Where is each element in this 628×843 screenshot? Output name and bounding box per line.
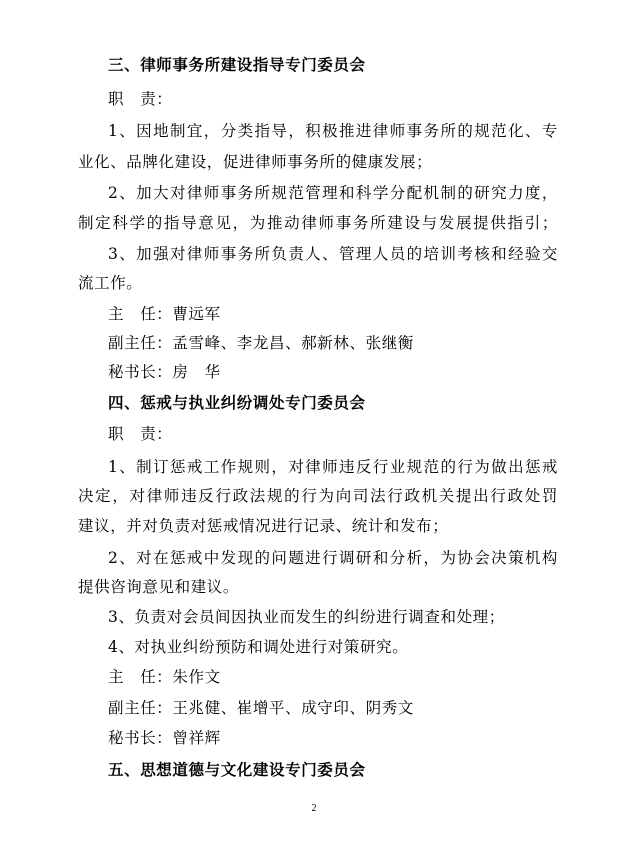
section-4-heading: 四、惩戒与执业纠纷调处专门委员会 bbox=[108, 393, 366, 412]
section-4-line-5: 提供咨询意见和建议。 bbox=[78, 578, 240, 596]
section-4-line-1: 1、制订惩戒工作规则，对律师违反行业规范的行为做出惩戒 bbox=[108, 458, 558, 476]
page-number: 2 bbox=[311, 803, 317, 814]
section-4-line-7: 4、对执业纠纷预防和调处进行对策研究。 bbox=[108, 638, 409, 656]
section-3-heading: 三、律师事务所建设指导专门委员会 bbox=[108, 55, 366, 74]
section-4-line-2: 决定，对律师违反行政法规的行为向司法行政机关提出行政处罚 bbox=[78, 487, 558, 505]
section-4-duties-label: 职 责： bbox=[108, 425, 173, 443]
section-3-line-3: 2、加大对律师事务所规范管理和科学分配机制的研究力度， bbox=[108, 184, 558, 202]
section-3-line-6: 流工作。 bbox=[78, 274, 143, 292]
section-4-director: 主 任：朱作文 bbox=[108, 668, 221, 686]
section-3-duties-label: 职 责： bbox=[108, 90, 173, 108]
section-5-heading: 五、思想道德与文化建设专门委员会 bbox=[108, 760, 366, 779]
section-3-secretary-general: 秘书长：房 华 bbox=[108, 363, 221, 381]
section-3-line-5: 3、加强对律师事务所负责人、管理人员的培训考核和经验交 bbox=[108, 245, 558, 263]
section-3-director: 主 任：曹远军 bbox=[108, 305, 221, 323]
section-4-line-4: 2、对在惩戒中发现的问题进行调研和分析，为协会决策机构 bbox=[108, 549, 558, 567]
section-4-secretary-general: 秘书长：曾祥辉 bbox=[108, 729, 221, 747]
section-4-line-3: 建议，并对负责对惩戒情况进行记录、统计和发布； bbox=[78, 517, 449, 535]
section-4-deputy-directors: 副主任：王兆健、崔增平、成守印、阴秀文 bbox=[108, 699, 414, 717]
section-3-line-1: 1、因地制宜，分类指导，积极推进律师事务所的规范化、专 bbox=[108, 122, 558, 140]
section-3-line-2: 业化、品牌化建设，促进律师事务所的健康发展； bbox=[78, 153, 433, 171]
section-3-line-4: 制定科学的指导意见，为推动律师事务所建设与发展提供指引； bbox=[78, 214, 558, 232]
section-3-deputy-directors: 副主任：孟雪峰、李龙昌、郝新林、张继衡 bbox=[108, 334, 414, 352]
section-4-line-6: 3、负责对会员间因执业而发生的纠纷进行调查和处理； bbox=[108, 608, 505, 626]
